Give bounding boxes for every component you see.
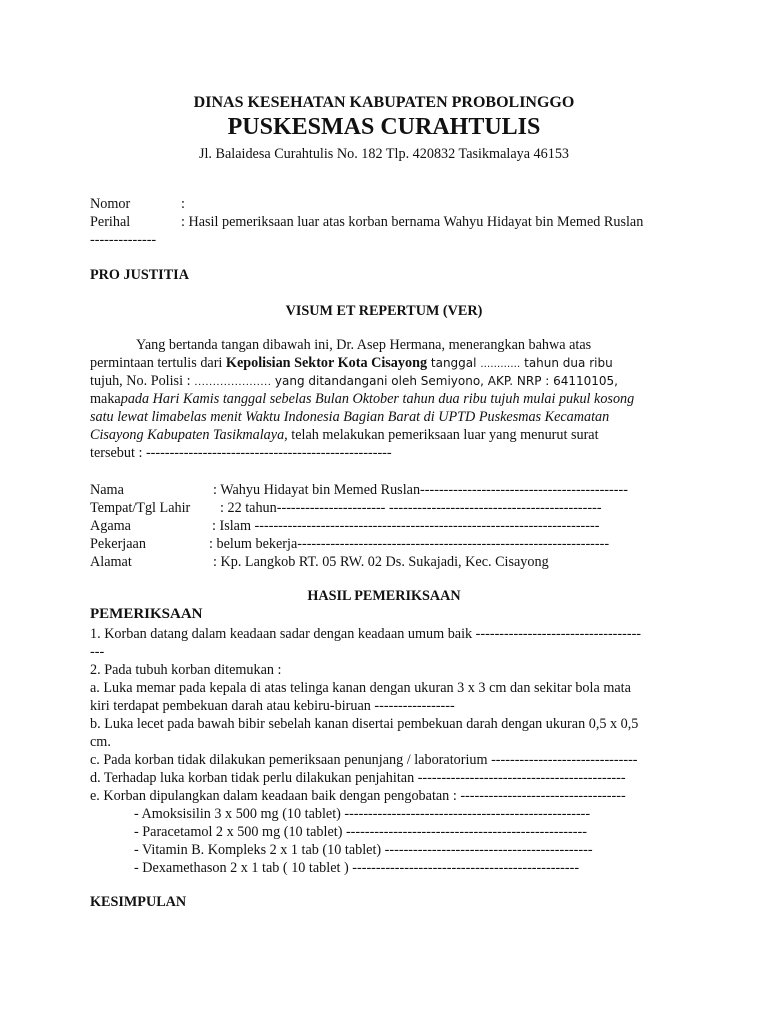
intro-line-7: tersebut : ---------------------------------------------------- <box>90 445 392 461</box>
intro-line-2: permintaan tertulis dari Kepolisian Sektor Kota Cisayong tanggal ………… tahun dua ribu <box>90 355 613 371</box>
identity-value-ttl: : 22 tahun----------------------- --------------------------------------------- <box>220 500 602 516</box>
identity-label-pekerjaan: Pekerjaan <box>90 536 146 552</box>
med-line-2: - Paracetamol 2 x 500 mg (10 tablet) --------------------------------------------------- <box>134 824 587 840</box>
intro-line-3: tujuh, No. Polisi : ………………… yang ditandangani oleh Semiyono, AKP. NRP : 64110105, <box>90 373 618 389</box>
identity-value-nama: : Wahyu Hidayat bin Memed Ruslan-------------------------------------------- <box>213 482 628 498</box>
exam-line-3: 2. Pada tubuh korban ditemukan : <box>90 662 282 678</box>
exam-line-9: d. Terhadap luka korban tidak perlu dilakukan penjahitan -------------------------------------------- <box>90 770 626 786</box>
identity-value-pekerjaan: : belum bekerja------------------------------------------------------------------ <box>209 536 610 552</box>
exam-line-2: --- <box>90 644 105 660</box>
exam-line-6: b. Luka lecet pada bawah bibir sebelah kanan disertai pembekuan darah dengan ukuran 0,5 x 0,5 <box>90 716 639 732</box>
hasil-heading: HASIL PEMERIKSAAN <box>307 588 461 604</box>
exam-line-5: kiri terdapat pembekuan darah atau kebiru-biruan ----------------- <box>90 698 455 714</box>
nomor-label: Nomor <box>90 196 131 212</box>
intro-line-5: satu lewat limabelas menit Waktu Indonesia Bagian Barat di UPTD Puskesmas Kecamatan <box>90 409 610 425</box>
perihal-label: Perihal <box>90 214 131 230</box>
identity-label-nama: Nama <box>90 482 124 498</box>
intro-line-6: Cisayong Kabupaten Tasikmalaya, telah melakukan pemeriksaan luar yang menurut surat <box>90 427 599 443</box>
identity-label-agama: Agama <box>90 518 131 534</box>
pro-justitia-heading: PRO JUSTITIA <box>90 267 189 283</box>
med-line-1: - Amoksisilin 3 x 500 mg (10 tablet) ---------------------------------------------------- <box>134 806 591 822</box>
identity-label-ttl: Tempat/Tgl Lahir <box>90 500 191 516</box>
intro-line-1: Yang bertanda tangan dibawah ini, Dr. Asep Hermana, menerangkan bahwa atas <box>136 337 592 353</box>
agency-title: DINAS KESEHATAN KABUPATEN PROBOLINGGO <box>193 94 575 111</box>
identity-value-alamat: : Kp. Langkob RT. 05 RW. 02 Ds. Sukajadi, Kec. Cisayong <box>213 554 549 570</box>
facility-title: PUSKESMAS CURAHTULIS <box>227 114 541 140</box>
pemeriksaan-heading: PEMERIKSAAN <box>90 606 203 622</box>
exam-line-4: a. Luka memar pada kepala di atas telinga kanan dengan ukuran 3 x 3 cm dan sekitar bola mata <box>90 680 631 696</box>
facility-address: Jl. Balaidesa Curahtulis No. 182 Tlp. 420832 Tasikmalaya 46153 <box>198 146 570 162</box>
intro-line-4: makapada Hari Kamis tanggal sebelas Bulan Oktober tahun dua ribu tujuh mulai pukul kosong <box>90 391 635 407</box>
perihal-value: : Hasil pemeriksaan luar atas korban bernama Wahyu Hidayat bin Memed Ruslan <box>181 214 644 230</box>
perihal-continuation: -------------- <box>90 232 157 248</box>
exam-line-7: cm. <box>90 734 111 750</box>
ver-title: VISUM ET REPERTUM (VER) <box>285 303 483 319</box>
med-line-4: - Dexamethason 2 x 1 tab ( 10 tablet ) ------------------------------------------------ <box>134 860 580 876</box>
identity-label-alamat: Alamat <box>90 554 132 570</box>
identity-value-agama: : Islam ------------------------------------------------------------------------- <box>212 518 600 534</box>
exam-line-10: e. Korban dipulangkan dalam keadaan baik dengan pengobatan : ----------------------------------- <box>90 788 626 804</box>
nomor-value: : <box>181 196 185 212</box>
exam-line-1: 1. Korban datang dalam keadaan sadar dengan keadaan umum baik ----------------------------------- <box>90 626 642 642</box>
med-line-3: - Vitamin B. Kompleks 2 x 1 tab (10 tablet) -------------------------------------------- <box>134 842 593 858</box>
kesimpulan-heading: KESIMPULAN <box>90 894 187 910</box>
exam-line-8: c. Pada korban tidak dilakukan pemeriksaan penunjang / laboratorium ------------------------------- <box>90 752 638 768</box>
